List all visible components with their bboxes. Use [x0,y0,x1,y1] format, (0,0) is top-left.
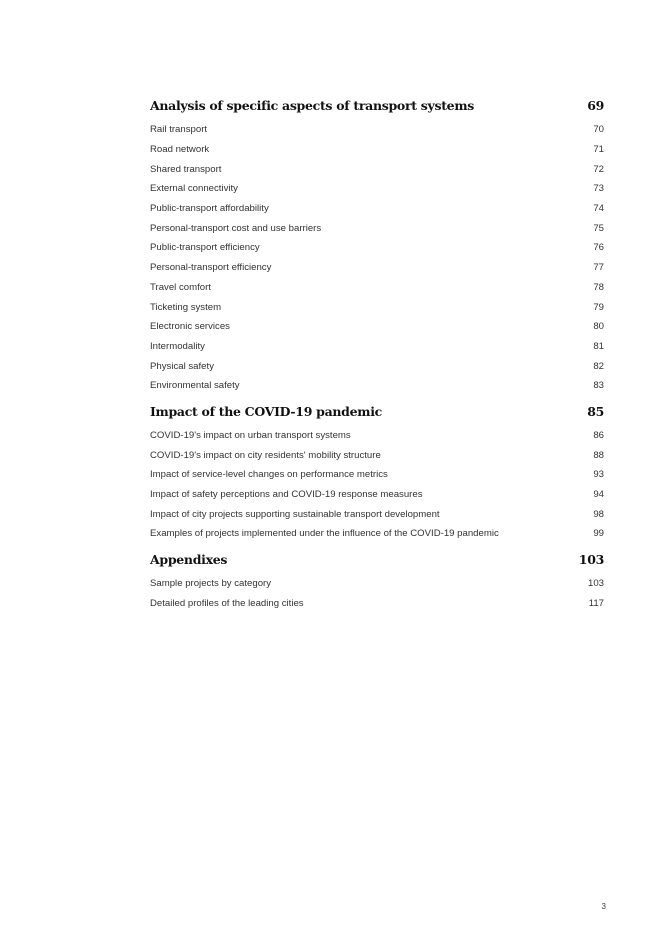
entry-title: Detailed profiles of the leading cities [150,597,304,609]
entry-title: Impact of service-level changes on performance metrics [150,469,388,481]
entry-page: 78 [593,281,604,293]
section-title: Impact of the COVID-19 pandemic [150,403,382,419]
entry-title: Impact of safety perceptions and COVID-19 response measures [150,489,423,501]
toc-section [150,552,604,613]
entry-title: COVID-19's impact on city residents' mobility structure [150,449,381,461]
entry-title: Rail transport [150,124,208,136]
entry-page: 75 [593,222,604,234]
toc-entry[interactable] [150,593,604,613]
section-page: 85 [587,403,604,419]
section-heading[interactable] [150,98,604,118]
entry-page: 80 [593,321,604,333]
entry-title: Road network [150,144,210,156]
toc-entry[interactable] [150,218,604,238]
entry-title: Travel comfort [150,281,211,293]
table-of-contents [150,98,604,621]
entry-page: 72 [593,163,604,175]
entry-page: 99 [593,528,604,540]
section-title: Analysis of specific aspects of transport systems [150,98,474,113]
toc-entry[interactable] [150,485,604,505]
entry-page: 98 [593,508,604,520]
toc-entry[interactable] [150,574,604,594]
toc-section [150,98,604,396]
entry-title: Shared transport [150,163,222,175]
page-number: 3 [601,902,606,911]
entry-page: 71 [593,144,604,156]
toc-entry[interactable] [150,140,604,160]
section-heading[interactable] [150,552,604,572]
entry-page: 73 [593,183,604,195]
toc-entry[interactable] [150,179,604,199]
section-page: 103 [578,551,604,567]
toc-entry[interactable] [150,465,604,485]
entry-page: 93 [593,469,604,481]
toc-section [150,404,604,544]
entry-title: Examples of projects implemented under the influence of the COVID-19 pandemic [150,528,499,540]
toc-entry[interactable] [150,426,604,446]
toc-entry[interactable] [150,445,604,465]
toc-entry[interactable] [150,120,604,140]
entry-page: 76 [593,242,604,254]
entry-page: 74 [593,203,604,215]
entry-title: Ticketing system [150,301,222,313]
toc-entry[interactable] [150,199,604,219]
toc-entry[interactable] [150,356,604,376]
toc-entry[interactable] [150,504,604,524]
entry-page: 82 [593,360,604,372]
entry-page: 83 [593,380,604,392]
section-heading[interactable] [150,404,604,424]
entry-title: Public-transport efficiency [150,242,260,254]
entry-page: 86 [593,429,604,441]
entry-page: 79 [593,301,604,313]
toc-entry[interactable] [150,376,604,396]
toc-entry[interactable] [150,524,604,544]
toc-entry[interactable] [150,278,604,298]
entry-page: 77 [593,262,604,274]
entry-title: Environmental safety [150,380,240,392]
toc-entry[interactable] [150,258,604,278]
entry-title: COVID-19's impact on urban transport systems [150,429,351,441]
entry-title: External connectivity [150,183,238,195]
entry-title: Intermodality [150,340,205,352]
entry-title: Electronic services [150,321,230,333]
toc-entry[interactable] [150,238,604,258]
toc-entry[interactable] [150,317,604,337]
entry-title: Personal-transport efficiency [150,262,272,274]
entry-title: Personal-transport cost and use barriers [150,222,322,234]
entry-page: 88 [593,449,604,461]
entry-title: Sample projects by category [150,578,272,590]
toc-entry[interactable] [150,159,604,179]
entry-title: Public-transport affordability [150,203,269,215]
entry-page: 70 [593,124,604,136]
section-title: Appendixes [150,551,228,567]
entry-page: 81 [593,340,604,352]
entry-title: Impact of city projects supporting sustainable transport development [150,508,440,520]
entry-title: Physical safety [150,360,214,372]
toc-entry[interactable] [150,337,604,357]
entry-page: 94 [593,489,604,501]
entry-page: 103 [587,578,604,590]
section-page: 69 [587,98,604,113]
entry-page: 117 [588,597,604,609]
toc-entry[interactable] [150,297,604,317]
